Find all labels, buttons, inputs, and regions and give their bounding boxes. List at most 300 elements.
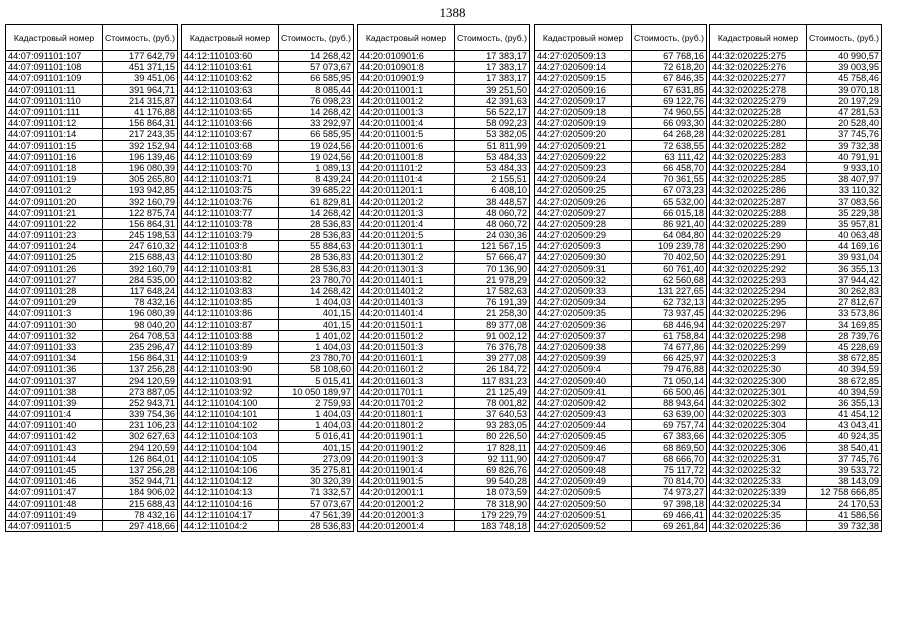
cadastral-number-cell: 44:27:020509:38 [535, 341, 632, 352]
cost-cell: 38 540,41 [807, 442, 882, 453]
table-row [182, 431, 354, 442]
cost-cell: 88 943,64 [632, 397, 707, 408]
table-row [710, 185, 882, 196]
cost-cell: 71 050,14 [632, 375, 707, 386]
table-row [182, 73, 354, 84]
cost-cell: 273 887,05 [103, 386, 178, 397]
cadastral-number-cell: 44:12:110103:87 [182, 319, 279, 330]
cost-cell: 69 826,76 [455, 464, 530, 475]
cost-cell: 41 454,12 [807, 409, 882, 420]
cost-cell: 70 361,55 [632, 174, 707, 185]
table-row [535, 252, 707, 263]
cost-cell: 38 672,85 [807, 375, 882, 386]
cadastral-number-cell: 44:07:091101:43 [6, 442, 103, 453]
cost-cell: 64 084,80 [632, 230, 707, 241]
cadastral-number-cell: 44:32:020225:278 [710, 84, 807, 95]
cadastral-number-cell: 44:32:020225:30 [710, 364, 807, 375]
cadastral-number-cell: 44:12:110103:70 [182, 162, 279, 173]
cadastral-number-cell: 44:20:011501:1 [358, 319, 455, 330]
cadastral-number-cell: 44:27:020509:22 [535, 151, 632, 162]
cost-cell: 38 448,57 [455, 196, 530, 207]
table-row [535, 308, 707, 319]
cost-cell: 109 239,78 [632, 241, 707, 252]
cost-cell: 339 754,36 [103, 409, 178, 420]
header-cadastral-number: Кадастровый номер [710, 25, 807, 51]
table-row [535, 218, 707, 229]
cadastral-number-cell: 44:32:020225:295 [710, 297, 807, 308]
table-row [710, 73, 882, 84]
table-row [6, 241, 178, 252]
cadastral-number-cell: 44:12:110103:75 [182, 185, 279, 196]
table-row [6, 464, 178, 475]
cost-cell: 2 759,93 [279, 397, 354, 408]
table-row [6, 442, 178, 453]
cadastral-table-4 [534, 24, 707, 532]
cadastral-number-cell: 44:20:011901:1 [358, 431, 455, 442]
table-row [710, 330, 882, 341]
cost-cell: 76 191,39 [455, 297, 530, 308]
table-row [710, 151, 882, 162]
cost-cell: 19 024,56 [279, 151, 354, 162]
cadastral-number-cell: 44:20:011601:1 [358, 353, 455, 364]
cadastral-number-cell: 44:07:091101:45 [6, 464, 103, 475]
cost-cell: 2 155,51 [455, 174, 530, 185]
cadastral-number-cell: 44:27:020509:23 [535, 162, 632, 173]
cost-cell: 63 639,00 [632, 409, 707, 420]
cadastral-number-cell: 44:32:020225:306 [710, 442, 807, 453]
cadastral-number-cell: 44:07:091101:11 [6, 84, 103, 95]
table-row [710, 207, 882, 218]
cadastral-number-cell: 44:20:011001:8 [358, 151, 455, 162]
table-row [182, 252, 354, 263]
cost-cell: 66 585,95 [279, 73, 354, 84]
cost-cell: 39 685,22 [279, 185, 354, 196]
table-row [710, 129, 882, 140]
cadastral-number-cell: 44:20:011401:2 [358, 285, 455, 296]
cadastral-number-cell: 44:07:091101:5 [6, 520, 103, 531]
cadastral-number-cell: 44:07:091101:20 [6, 196, 103, 207]
table-row [710, 498, 882, 509]
cost-cell: 401,15 [279, 308, 354, 319]
cadastral-number-cell: 44:20:012001:3 [358, 509, 455, 520]
cadastral-number-cell: 44:27:020509:14 [535, 62, 632, 73]
cost-cell: 62 732,13 [632, 297, 707, 308]
cadastral-number-cell: 44:27:020509:50 [535, 498, 632, 509]
cost-cell: 67 768,16 [632, 51, 707, 62]
table-row [535, 51, 707, 62]
cost-cell: 24 170,53 [807, 498, 882, 509]
table-row [710, 196, 882, 207]
cadastral-number-cell: 44:27:020509:43 [535, 409, 632, 420]
cadastral-number-cell: 44:27:020509:49 [535, 476, 632, 487]
table-row [535, 464, 707, 475]
table-row [535, 174, 707, 185]
table-row [535, 319, 707, 330]
cadastral-number-cell: 44:07:091101:19 [6, 174, 103, 185]
cost-cell: 55 884,63 [279, 241, 354, 252]
table-row [535, 285, 707, 296]
cadastral-number-cell: 44:20:011001:3 [358, 106, 455, 117]
table-row [358, 84, 530, 95]
table-row [6, 509, 178, 520]
cost-cell: 20 197,29 [807, 95, 882, 106]
table-row [182, 196, 354, 207]
table-row [6, 409, 178, 420]
cost-cell: 74 973,27 [632, 487, 707, 498]
cadastral-number-cell: 44:12:110104:103 [182, 431, 279, 442]
cadastral-number-cell: 44:20:011901:2 [358, 442, 455, 453]
cost-cell: 21 978,29 [455, 274, 530, 285]
table-row [6, 476, 178, 487]
table-row [535, 274, 707, 285]
cost-cell: 273,09 [279, 453, 354, 464]
cost-cell: 8 085,44 [279, 84, 354, 95]
cost-cell: 66 425,97 [632, 353, 707, 364]
cost-cell: 66 500,46 [632, 386, 707, 397]
table-row [710, 431, 882, 442]
cost-cell: 74 960,55 [632, 106, 707, 117]
cadastral-number-cell: 44:07:091101:107 [6, 51, 103, 62]
table-row [6, 73, 178, 84]
table-row [710, 319, 882, 330]
header-cadastral-number: Кадастровый номер [6, 25, 103, 51]
header-cadastral-number: Кадастровый номер [358, 25, 455, 51]
cadastral-number-cell: 44:12:110103:91 [182, 375, 279, 386]
table-row [358, 162, 530, 173]
cost-cell: 247 610,32 [103, 241, 178, 252]
cadastral-number-cell: 44:32:020225:282 [710, 140, 807, 151]
cost-cell: 17 383,17 [455, 51, 530, 62]
table-row [6, 297, 178, 308]
cost-cell: 80 226,50 [455, 431, 530, 442]
table-row [182, 476, 354, 487]
table-row [6, 151, 178, 162]
cadastral-number-cell: 44:07:091101:33 [6, 341, 103, 352]
cadastral-number-cell: 44:32:020225:283 [710, 151, 807, 162]
table-row [182, 84, 354, 95]
cadastral-number-cell: 44:12:110104:100 [182, 397, 279, 408]
cost-cell: 47 561,39 [279, 509, 354, 520]
cadastral-number-cell: 44:12:110103:77 [182, 207, 279, 218]
cost-cell: 235 296,47 [103, 341, 178, 352]
cadastral-number-cell: 44:07:091101:18 [6, 162, 103, 173]
cost-cell: 30 320,39 [279, 476, 354, 487]
cadastral-number-cell: 44:12:110104:106 [182, 464, 279, 475]
table-row [6, 420, 178, 431]
cost-cell: 245 198,53 [103, 230, 178, 241]
cost-cell: 39 251,50 [455, 84, 530, 95]
cadastral-number-cell: 44:12:110103:83 [182, 285, 279, 296]
cadastral-number-cell: 44:07:091101:38 [6, 386, 103, 397]
cadastral-number-cell: 44:27:020509:44 [535, 420, 632, 431]
table-row [6, 252, 178, 263]
cost-cell: 14 268,42 [279, 207, 354, 218]
cost-cell: 57 073,67 [279, 498, 354, 509]
cadastral-number-cell: 44:12:110103:62 [182, 73, 279, 84]
cadastral-number-cell: 44:20:011701:2 [358, 397, 455, 408]
cadastral-number-cell: 44:20:011201:5 [358, 230, 455, 241]
table-row [6, 162, 178, 173]
table-row [6, 308, 178, 319]
cost-cell: 392 160,79 [103, 263, 178, 274]
cadastral-number-cell: 44:12:110103:78 [182, 218, 279, 229]
cadastral-number-cell: 44:27:020509:42 [535, 397, 632, 408]
cadastral-number-cell: 44:12:110104:12 [182, 476, 279, 487]
cadastral-number-cell: 44:32:020225:34 [710, 498, 807, 509]
cost-cell: 53 382,05 [455, 129, 530, 140]
cost-cell: 51 811,99 [455, 140, 530, 151]
cost-cell: 41 586,56 [807, 509, 882, 520]
cadastral-number-cell: 44:27:020509:27 [535, 207, 632, 218]
cost-cell: 76 376,78 [455, 341, 530, 352]
cadastral-number-cell: 44:20:011901:4 [358, 464, 455, 475]
cost-cell: 78 432,16 [103, 509, 178, 520]
cost-cell: 76 098,23 [279, 95, 354, 106]
table-row [182, 442, 354, 453]
table-row [710, 364, 882, 375]
table-row [358, 364, 530, 375]
table-row [710, 230, 882, 241]
cost-cell: 28 536,83 [279, 218, 354, 229]
table-row [535, 330, 707, 341]
cadastral-number-cell: 44:32:020225:294 [710, 285, 807, 296]
table-row [182, 509, 354, 520]
table-row [535, 509, 707, 520]
cadastral-number-cell: 44:12:110103:81 [182, 263, 279, 274]
cost-cell: 37 083,56 [807, 196, 882, 207]
table-row [358, 509, 530, 520]
cadastral-number-cell: 44:27:020509:13 [535, 51, 632, 62]
cadastral-number-cell: 44:12:110103:65 [182, 106, 279, 117]
cost-cell: 61 758,84 [632, 330, 707, 341]
cadastral-number-cell: 44:20:011301:3 [358, 263, 455, 274]
table-row [182, 386, 354, 397]
cost-cell: 184 906,02 [103, 487, 178, 498]
cadastral-number-cell: 44:12:110103:8 [182, 241, 279, 252]
cost-cell: 231 106,23 [103, 420, 178, 431]
cadastral-number-cell: 44:27:020509:17 [535, 95, 632, 106]
cadastral-number-cell: 44:12:110104:105 [182, 453, 279, 464]
cadastral-number-cell: 44:20:011901:5 [358, 476, 455, 487]
table-row [6, 174, 178, 185]
table-row [535, 520, 707, 531]
cadastral-number-cell: 44:27:020509:34 [535, 297, 632, 308]
table-row [6, 51, 178, 62]
cadastral-number-cell: 44:07:091101:16 [6, 151, 103, 162]
cost-cell: 97 398,18 [632, 498, 707, 509]
cost-cell: 37 944,42 [807, 274, 882, 285]
table-row [6, 274, 178, 285]
cadastral-number-cell: 44:20:011201:1 [358, 185, 455, 196]
cadastral-number-cell: 44:32:020225:302 [710, 397, 807, 408]
cost-cell: 28 536,83 [279, 263, 354, 274]
cadastral-number-cell: 44:32:020225:298 [710, 330, 807, 341]
cadastral-table-2 [181, 24, 354, 532]
cadastral-table-1 [5, 24, 178, 532]
table-row [535, 263, 707, 274]
table-row [182, 241, 354, 252]
header-cadastral-number: Кадастровый номер [182, 25, 279, 51]
cost-cell: 72 618,20 [632, 62, 707, 73]
cost-cell: 26 184,72 [455, 364, 530, 375]
cadastral-number-cell: 44:27:020509:15 [535, 73, 632, 84]
cost-cell: 392 160,79 [103, 196, 178, 207]
table-row [6, 487, 178, 498]
table-row [358, 218, 530, 229]
table-row [535, 375, 707, 386]
table-row [358, 520, 530, 531]
table-row [182, 319, 354, 330]
table-row [535, 453, 707, 464]
cost-cell: 14 268,42 [279, 106, 354, 117]
table-row [358, 498, 530, 509]
table-row [6, 520, 178, 531]
cost-cell: 79 476,88 [632, 364, 707, 375]
cadastral-number-cell: 44:27:020509:16 [535, 84, 632, 95]
cost-cell: 33 110,32 [807, 185, 882, 196]
cadastral-number-cell: 44:12:110104:16 [182, 498, 279, 509]
cost-cell: 39 732,38 [807, 140, 882, 151]
cadastral-number-cell: 44:32:020225:304 [710, 420, 807, 431]
table-row [710, 174, 882, 185]
cadastral-number-cell: 44:12:110104:104 [182, 442, 279, 453]
cadastral-number-cell: 44:12:110103:64 [182, 95, 279, 106]
cost-cell: 86 921,40 [632, 218, 707, 229]
cadastral-number-cell: 44:20:011801:1 [358, 409, 455, 420]
cadastral-number-cell: 44:20:011701:1 [358, 386, 455, 397]
cost-cell: 70 136,90 [455, 263, 530, 274]
cost-cell: 73 937,45 [632, 308, 707, 319]
table-row [6, 185, 178, 196]
cost-cell: 5 015,41 [279, 375, 354, 386]
cadastral-number-cell: 44:32:020225:279 [710, 95, 807, 106]
table-row [358, 397, 530, 408]
cost-cell: 78 001,82 [455, 397, 530, 408]
table-row [182, 162, 354, 173]
cost-cell: 24 030,36 [455, 230, 530, 241]
cadastral-number-cell: 44:20:011401:4 [358, 308, 455, 319]
cadastral-number-cell: 44:07:091101:42 [6, 431, 103, 442]
cadastral-number-cell: 44:20:011001:4 [358, 118, 455, 129]
cost-cell: 17 582,63 [455, 285, 530, 296]
cadastral-number-cell: 44:27:020509:48 [535, 464, 632, 475]
table-row [358, 285, 530, 296]
cadastral-number-cell: 44:27:020509:18 [535, 106, 632, 117]
table-row [182, 285, 354, 296]
table-row [6, 431, 178, 442]
cadastral-number-cell: 44:07:091101:15 [6, 140, 103, 151]
table-row [6, 62, 178, 73]
cost-cell: 66 015,18 [632, 207, 707, 218]
table-row [358, 386, 530, 397]
cadastral-number-cell: 44:32:020225:300 [710, 375, 807, 386]
cost-cell: 35 229,38 [807, 207, 882, 218]
table-row [710, 453, 882, 464]
cadastral-number-cell: 44:12:110103:68 [182, 140, 279, 151]
cost-cell: 12 758 666,85 [807, 487, 882, 498]
table-row [358, 442, 530, 453]
cost-cell: 19 024,56 [279, 140, 354, 151]
cadastral-number-cell: 44:20:011001:6 [358, 140, 455, 151]
cadastral-number-cell: 44:12:110103:66 [182, 118, 279, 129]
table-row [6, 118, 178, 129]
cadastral-number-cell: 44:07:091101:46 [6, 476, 103, 487]
table-row [358, 118, 530, 129]
cost-cell: 38 672,85 [807, 353, 882, 364]
table-row [535, 185, 707, 196]
cost-cell: 1 404,03 [279, 409, 354, 420]
cadastral-number-cell: 44:27:020509:39 [535, 353, 632, 364]
cost-cell: 45 758,46 [807, 73, 882, 84]
cadastral-number-cell: 44:20:011501:3 [358, 341, 455, 352]
table-row [358, 51, 530, 62]
table-row [6, 341, 178, 352]
cadastral-number-cell: 44:32:020225:296 [710, 308, 807, 319]
cadastral-number-cell: 44:12:110103:89 [182, 341, 279, 352]
table-row [182, 62, 354, 73]
cadastral-number-cell: 44:20:011201:4 [358, 218, 455, 229]
cost-cell: 57 073,67 [279, 62, 354, 73]
table-row [182, 106, 354, 117]
table-row [358, 263, 530, 274]
cadastral-number-cell: 44:27:020509:37 [535, 330, 632, 341]
cost-cell: 58 108,60 [279, 364, 354, 375]
cost-cell: 21 125,49 [455, 386, 530, 397]
table-row [710, 263, 882, 274]
cost-cell: 69 466,41 [632, 509, 707, 520]
cadastral-number-cell: 44:20:011001:5 [358, 129, 455, 140]
cost-cell: 17 828,11 [455, 442, 530, 453]
cost-cell: 75 117,72 [632, 464, 707, 475]
table-row [358, 140, 530, 151]
cadastral-number-cell: 44:27:020509:30 [535, 252, 632, 263]
table-row [535, 84, 707, 95]
table-row [358, 274, 530, 285]
cadastral-number-cell: 44:32:020225:3 [710, 353, 807, 364]
cost-cell: 36 355,13 [807, 397, 882, 408]
cost-cell: 45 228,69 [807, 341, 882, 352]
table-row [182, 174, 354, 185]
cadastral-number-cell: 44:27:020509:41 [535, 386, 632, 397]
cadastral-number-cell: 44:07:091101:32 [6, 330, 103, 341]
cadastral-number-cell: 44:32:020225:33 [710, 476, 807, 487]
table-row [6, 207, 178, 218]
table-row [182, 129, 354, 140]
cadastral-number-cell: 44:32:020225:35 [710, 509, 807, 520]
cost-cell: 69 757,74 [632, 420, 707, 431]
cost-cell: 44 169,16 [807, 241, 882, 252]
cost-cell: 183 748,18 [455, 520, 530, 531]
table-row [6, 386, 178, 397]
table-row [6, 196, 178, 207]
cost-cell: 61 829,81 [279, 196, 354, 207]
cadastral-number-cell: 44:20:011501:2 [358, 330, 455, 341]
cost-cell: 8 439,24 [279, 174, 354, 185]
cadastral-number-cell: 44:20:011201:3 [358, 207, 455, 218]
header-cost: Стоимость, (руб.) [632, 25, 707, 51]
cadastral-number-cell: 44:32:020225:276 [710, 62, 807, 73]
cost-cell: 27 812,67 [807, 297, 882, 308]
table-row [6, 106, 178, 117]
cadastral-number-cell: 44:12:110103:9 [182, 353, 279, 364]
cadastral-number-cell: 44:32:020225:275 [710, 51, 807, 62]
cost-cell: 215 688,43 [103, 252, 178, 263]
header-cost: Стоимость, (руб.) [279, 25, 354, 51]
cost-cell: 67 383,66 [632, 431, 707, 442]
table-row [358, 308, 530, 319]
cost-cell: 68 446,94 [632, 319, 707, 330]
cadastral-number-cell: 44:27:020509:36 [535, 319, 632, 330]
